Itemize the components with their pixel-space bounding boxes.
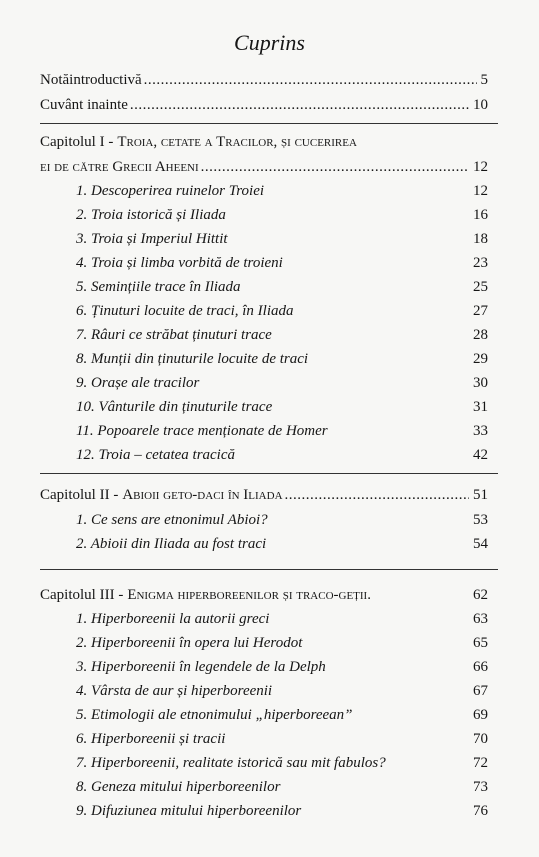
page-title: Cuprins bbox=[234, 30, 305, 55]
entry-page: 42 bbox=[473, 447, 488, 463]
dot-leader bbox=[144, 70, 477, 90]
entry-label: 2. Abioii din Iliada au fost traci bbox=[76, 536, 267, 552]
toc-entry[interactable] bbox=[76, 301, 488, 321]
toc-entry[interactable] bbox=[76, 510, 488, 530]
chapter-page: 62 bbox=[473, 587, 488, 603]
chapter-page: 51 bbox=[473, 487, 488, 503]
entry-page: 65 bbox=[473, 635, 488, 651]
entry-page: 27 bbox=[473, 303, 488, 319]
entry-page: 25 bbox=[473, 279, 488, 295]
toc-entry[interactable] bbox=[76, 229, 488, 249]
toc-entry[interactable] bbox=[76, 609, 488, 629]
chapter-heading[interactable] bbox=[40, 132, 488, 152]
toc-entry[interactable] bbox=[76, 349, 488, 369]
chapter-title: Enigma hiperboreenilor și traco-geții. bbox=[127, 587, 371, 603]
chapter-title: Troia, cetate a Tracilor, și cucerirea bbox=[117, 134, 357, 150]
entry-page: 69 bbox=[473, 707, 488, 723]
entry-label: 1. Ce sens are etnonimul Abioi? bbox=[76, 512, 268, 528]
chapter-heading-cont[interactable] bbox=[40, 157, 488, 177]
toc-entry[interactable] bbox=[76, 373, 488, 393]
entry-page: 30 bbox=[473, 375, 488, 391]
section-divider bbox=[40, 473, 498, 474]
toc-entry[interactable] bbox=[76, 657, 488, 677]
entry-label: 7. Hiperboreenii, realitate istorică sau mit fabulos? bbox=[76, 755, 386, 771]
entry-label: 8. Geneza mitului hiperboreenilor bbox=[76, 779, 281, 795]
entry-label: 5. Semințiile trace în Iliada bbox=[76, 279, 241, 295]
toc-entry[interactable] bbox=[76, 277, 488, 297]
entry-page: 53 bbox=[473, 512, 488, 528]
entry-label: 3. Hiperboreenii în legendele de la Delph bbox=[76, 659, 326, 675]
entry-page: 67 bbox=[473, 683, 488, 699]
entry-label: 10. Vânturile din ținuturile trace bbox=[76, 399, 273, 415]
toc-entry[interactable] bbox=[76, 325, 488, 345]
entry-label: 5. Etimologii ale etnonimului „hiperboreean” bbox=[76, 707, 353, 723]
toc-entry-front[interactable] bbox=[40, 95, 488, 115]
entry-label: 9. Difuziunea mitului hiperboreenilor bbox=[76, 803, 302, 819]
chapter-title: Abioii geto-daci în Iliada bbox=[122, 487, 283, 503]
toc-entry[interactable] bbox=[76, 681, 488, 701]
chapter-heading[interactable] bbox=[40, 585, 488, 605]
entry-page: 16 bbox=[473, 207, 488, 223]
chapter-title-cont: ei de către Grecii Aheeni bbox=[40, 159, 199, 175]
entry-label: 12. Troia – cetatea tracică bbox=[76, 447, 236, 463]
entry-page: 76 bbox=[473, 803, 488, 819]
entry-page: 66 bbox=[473, 659, 488, 675]
toc-entry[interactable] bbox=[76, 534, 488, 554]
entry-label: 7. Râuri ce străbat ținuturi trace bbox=[76, 327, 272, 343]
dot-leader bbox=[285, 485, 469, 505]
toc-entry[interactable] bbox=[76, 181, 488, 201]
entry-page: 5 bbox=[480, 72, 488, 88]
toc-entry[interactable] bbox=[76, 445, 488, 465]
entry-label: 1. Hiperboreenii la autorii greci bbox=[76, 611, 270, 627]
toc-entry[interactable] bbox=[76, 205, 488, 225]
entry-page: 72 bbox=[473, 755, 488, 771]
entry-label: Cuvânt inainte bbox=[40, 97, 128, 113]
entry-label: 4. Vârsta de aur și hiperboreenii bbox=[76, 683, 273, 699]
entry-page: 73 bbox=[473, 779, 488, 795]
toc-entry[interactable] bbox=[76, 397, 488, 417]
toc-entry[interactable] bbox=[76, 705, 488, 725]
entry-label: 1. Descoperirea ruinelor Troiei bbox=[76, 183, 265, 199]
entry-label: 9. Orașe ale tracilor bbox=[76, 375, 200, 391]
dot-leader bbox=[130, 95, 469, 115]
entry-label: 11. Popoarele trace menționate de Homer bbox=[76, 423, 328, 439]
entry-page: 12 bbox=[473, 183, 488, 199]
toc-entry[interactable] bbox=[76, 253, 488, 273]
toc-entry[interactable] bbox=[76, 633, 488, 653]
chapter-page: 12 bbox=[473, 159, 488, 175]
toc-entry[interactable] bbox=[76, 801, 488, 821]
entry-page: 31 bbox=[473, 399, 488, 415]
dot-leader bbox=[201, 157, 469, 177]
chapter-prefix: Capitolul III - bbox=[40, 587, 124, 603]
entry-page: 63 bbox=[473, 611, 488, 627]
entry-label: 3. Troia și Imperiul Hittit bbox=[76, 231, 228, 247]
entry-page: 18 bbox=[473, 231, 488, 247]
toc-entry[interactable] bbox=[76, 729, 488, 749]
entry-page: 33 bbox=[473, 423, 488, 439]
entry-label: 2. Hiperboreenii în opera lui Herodot bbox=[76, 635, 303, 651]
section-divider bbox=[40, 569, 498, 570]
section-divider bbox=[40, 123, 498, 124]
toc-entry[interactable] bbox=[76, 753, 488, 773]
entry-label: Notăintroductivă bbox=[40, 72, 142, 88]
toc-entry[interactable] bbox=[76, 777, 488, 797]
entry-label: 2. Troia istorică și Iliada bbox=[76, 207, 226, 223]
chapter-prefix: Capitolul I - bbox=[40, 134, 114, 150]
chapter-prefix: Capitolul II - bbox=[40, 487, 119, 503]
entry-page: 23 bbox=[473, 255, 488, 271]
toc-entry[interactable] bbox=[76, 421, 488, 441]
entry-label: 6. Hiperboreenii și tracii bbox=[76, 731, 226, 747]
entry-page: 70 bbox=[473, 731, 488, 747]
entry-page: 54 bbox=[473, 536, 488, 552]
toc-entry-front[interactable] bbox=[40, 70, 488, 90]
entry-page: 29 bbox=[473, 351, 488, 367]
entry-page: 28 bbox=[473, 327, 488, 343]
entry-label: 4. Troia și limba vorbită de troieni bbox=[76, 255, 283, 271]
entry-label: 6. Ținuturi locuite de traci, în Iliada bbox=[76, 303, 294, 319]
entry-label: 8. Munții din ținuturile locuite de traci bbox=[76, 351, 309, 367]
chapter-heading[interactable] bbox=[40, 485, 488, 505]
entry-page: 10 bbox=[473, 97, 488, 113]
